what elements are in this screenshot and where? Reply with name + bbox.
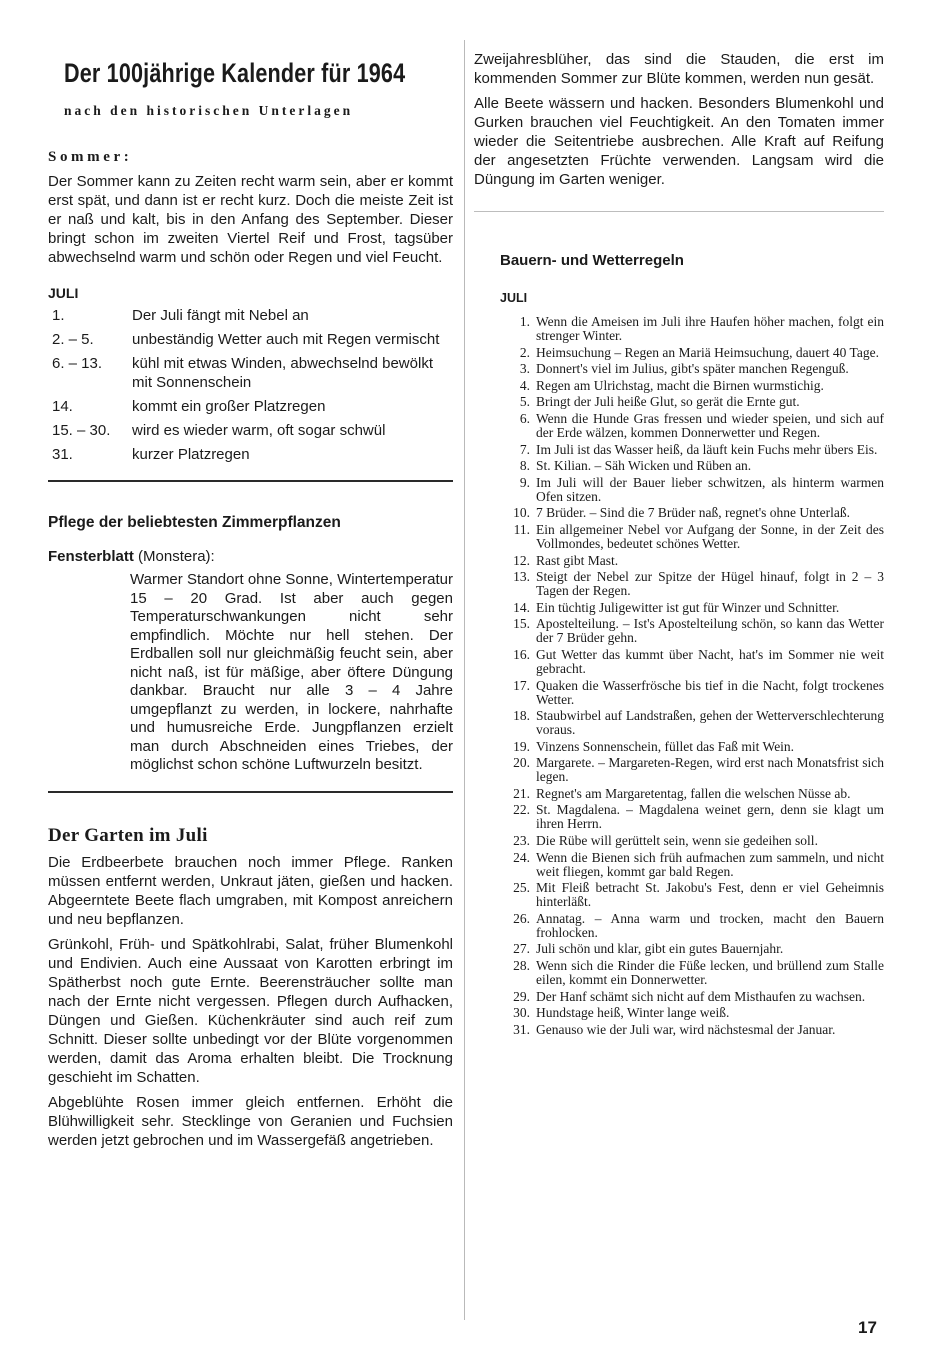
left-column: [48, 50, 453, 1150]
weather-rule: [500, 787, 884, 801]
rule-number: 25.: [513, 880, 530, 896]
garten-paragraph: Die Erdbeerbete brauchen noch immer Pflege. Ranken müssen entfernt werden, Unkraut jäten, gießen und hacken. Abgeerntete Beete flach umgraben, mit Kompost anreichern und neu bepflanzen.: [48, 853, 453, 928]
weather-rule: [500, 617, 884, 645]
weather-rule: [500, 881, 884, 909]
page-title: Der 100jährige Kalender für 1964: [64, 58, 406, 88]
rule-text: Margarete. – Margareten-Regen, wird erst nach Monatsfrist sich legen.: [536, 755, 884, 785]
calendar-date: 1.: [52, 307, 65, 324]
calendar-text: kommt ein großer Platzregen: [132, 398, 326, 415]
weather-rule: [500, 379, 884, 393]
weather-rule: [500, 803, 884, 831]
sommer-heading: Sommer:: [48, 149, 133, 165]
rule-text: Steigt der Nebel zur Spitze der Hügel hinauf, folgt in 2 – 3 Tagen der Regen.: [536, 569, 884, 599]
rule-text: Juli schön und klar, gibt ein gutes Bauernjahr.: [536, 941, 784, 957]
rule-number: 27.: [513, 941, 530, 957]
calendar-date: 6. – 13.: [52, 355, 103, 372]
weather-rule: [500, 756, 884, 784]
weather-rule: [500, 959, 884, 987]
weather-rule: [500, 362, 884, 376]
rule-number: 9.: [519, 474, 530, 490]
rule-text: Mit Fleiß betracht St. Jakobu's Fest, denn er viel Geheimnis hinterläßt.: [536, 880, 884, 910]
rule-number: 24.: [513, 849, 530, 865]
garten-heading: Der Garten im Juli: [48, 824, 208, 846]
calendar-row: [48, 306, 453, 325]
calendar-row: [48, 397, 453, 416]
rule-text: Wenn die Bienen sich früh aufmachen zum sammeln, und nicht weit fliegen, kommt gar bald Regen.: [536, 849, 884, 879]
column-divider: [464, 40, 465, 1320]
rule-text: Ein tüchtig Juligewitter ist gut für Winzer und Schnitter.: [536, 599, 840, 615]
weather-rule: [500, 709, 884, 737]
calendar-text: kühl mit etwas Winden, abwechselnd bewölkt mit Sonnenschein: [132, 355, 433, 391]
rule-text: St. Kilian. – Säh Wicken und Rüben an.: [536, 458, 752, 474]
rule-number: 29.: [513, 988, 530, 1004]
rule-text: St. Magdalena. – Magdalena weinet gern, denn sie klagt um ihren Herrn.: [536, 802, 884, 832]
page-number: 17: [858, 1318, 877, 1337]
rule-number: 15.: [513, 616, 530, 632]
plant-care-text: Warmer Standort ohne Sonne, Wintertemperatur 15 – 20 Grad. Ist aber auch gegen Temperaturschwankungen nicht sehr empfindlich. Möchte nur hell stehen. Der Erdballen soll nur gleichmäßig feucht sein, aber nicht naß, ist für mäßige, aber öftere Düngung dankbar. Braucht nur alle 3 – 4 Jahre umgepflanzt zu werden, in lockere, nahrhafte und humusreiche Erde. Jungpflanzen erzielt man durch Abschneiden eines Triebes, der möglichst schon schöne Luftwurzeln besitzt.: [130, 571, 453, 773]
weather-rule: [500, 834, 884, 848]
rule-number: 31.: [513, 1021, 530, 1037]
rule-text: Regen am Ulrichstag, macht die Birnen wurmstichig.: [536, 377, 824, 393]
weather-rule: [500, 346, 884, 360]
calendar-text: Der Juli fängt mit Nebel an: [132, 307, 309, 324]
plant-name-bold: Fensterblatt: [48, 548, 134, 565]
rule-text: Im Juli ist das Wasser heiß, da läuft kein Fuchs mehr übers Eis.: [536, 441, 878, 457]
weather-rule: [500, 315, 884, 343]
weather-rule: [500, 851, 884, 879]
page-subtitle: nach den historischen Unterlagen: [64, 103, 354, 118]
garten-continued: [474, 50, 884, 189]
rule-number: 5.: [519, 394, 530, 410]
weather-rule: [500, 648, 884, 676]
weather-rule: [500, 554, 884, 568]
weather-rule: [500, 1006, 884, 1020]
rule-number: 10.: [513, 505, 530, 521]
pflege-heading: Pflege der beliebtesten Zimmerpflanzen: [48, 514, 341, 531]
juli-calendar-heading: JULI: [48, 285, 79, 301]
rule-text: Rast gibt Mast.: [536, 552, 619, 568]
rule-number: 26.: [513, 910, 530, 926]
weather-rule: [500, 476, 884, 504]
rule-number: 13.: [513, 569, 530, 585]
right-separator: [474, 211, 884, 212]
rule-number: 22.: [513, 802, 530, 818]
rule-text: Wenn die Hunde Gras fressen und wieder speien, und sich auf der Erde wälzen, kommen Donnerwetter und Regen.: [536, 410, 884, 440]
rule-text: Im Juli will der Bauer lieber schwitzen, als hinterm warmen Ofen sitzen.: [536, 474, 884, 504]
weather-rule: [500, 459, 884, 473]
juli-calendar: [48, 306, 453, 464]
rule-text: Donnert's viel im Julius, gibt's später manchen Regenguß.: [536, 361, 849, 377]
weather-rule: [500, 679, 884, 707]
rule-text: Apostelteilung. – Ist's Apostelteilung schön, so kann das Wetter der 7 Brüder gehn.: [536, 616, 884, 646]
plant-name: [48, 548, 453, 565]
weather-rule: [500, 570, 884, 598]
rule-text: Annatag. – Anna warm und trocken, macht den Bauern frohlocken.: [536, 910, 884, 940]
garten-paragraph: Alle Beete wässern und hacken. Besonders Blumenkohl und Gurken brauchen viel Feuchtigkeit. An den Tomaten immer wieder die Seitentriebe ausbrechen. Alle Kraft auf Reifung der angesetzten Früchte verwenden. Langsam wird die Düngung im Garten weniger.: [474, 95, 884, 188]
calendar-text: kurzer Platzregen: [132, 446, 250, 463]
rule-number: 28.: [513, 958, 530, 974]
weather-rule: [500, 740, 884, 754]
bauern-heading: Bauern- und Wetterregeln: [500, 252, 684, 269]
weather-rule: [500, 990, 884, 1004]
calendar-text: unbeständig Wetter auch mit Regen vermischt: [132, 331, 440, 348]
weather-rule: [500, 523, 884, 551]
rule-text: Genauso wie der Juli war, wird nächstesmal der Januar.: [536, 1021, 836, 1037]
rule-number: 8.: [519, 458, 530, 474]
rule-text: 7 Brüder. – Sind die 7 Brüder naß, regnet's ohne Unterlaß.: [536, 505, 850, 521]
weather-rules-list: [500, 315, 884, 1037]
section-rule: [48, 480, 453, 482]
rule-text: Regnet's am Margaretentag, fallen die welschen Nüsse ab.: [536, 785, 851, 801]
weather-rule: [500, 912, 884, 940]
sommer-text: Der Sommer kann zu Zeiten recht warm sein, aber er kommt erst spät, und dann ist er recht kurz. Doch die meiste Zeit ist er naß und kalt, bis in den Anfang des September. Dieser bringt schon im zweiten Viertel Reif und Frost, tagsüber abwechselnd warm und schön oder Regen und viel Feucht.: [48, 173, 453, 266]
garten-paragraph: Zweijahresblüher, das sind die Stauden, die erst im kommenden Sommer zur Blüte kommen, werden nun gesät.: [474, 51, 884, 87]
rule-number: 11.: [513, 521, 530, 537]
rule-number: 18.: [513, 708, 530, 724]
calendar-row: [48, 330, 453, 349]
rule-number: 30.: [513, 1005, 530, 1021]
garten-paragraph: Grünkohl, Früh- und Spätkohlrabi, Salat, früher Blumenkohl und Endivien. Auch eine Aussaat von Karotten erbringt im Spätherbst noch gute Ernte. Beerensträucher sollte man nach der Ernte nicht vergessen. Pflegen durch Aufhacken, Düngen und Gießen. Küchenkräuter sind auch reif zum Schnitt. Dieser sollte unbedingt vor der Blüte vorgenommen werden, damit das Aroma erhalten bleibt. Die Trocknung geschieht im Schatten.: [48, 935, 453, 1086]
weather-rule: [500, 395, 884, 409]
rule-number: 14.: [513, 599, 530, 615]
weather-rule: [500, 601, 884, 615]
rule-number: 19.: [513, 738, 530, 754]
calendar-date: 2. – 5.: [52, 331, 94, 348]
rule-text: Bringt der Juli heiße Glut, so gerät die Ernte gut.: [536, 394, 800, 410]
plant-latin: (Monstera):: [133, 548, 215, 565]
juli-rules-heading: JULI: [500, 291, 528, 305]
rule-text: Quaken die Wasserfrösche bis tief in die Nacht, folgt trockenes Wetter.: [536, 677, 884, 707]
rule-number: 1.: [519, 314, 530, 329]
weather-rule: [500, 1023, 884, 1037]
rule-number: 16.: [513, 646, 530, 662]
rule-number: 21.: [513, 785, 530, 801]
rule-text: Die Rübe will gerüttelt sein, wenn sie gedeihen soll.: [536, 833, 818, 849]
rule-text: Wenn sich die Rinder die Füße lecken, und brüllend zum Stalle eilen, kommt ein Donnerwetter.: [536, 958, 884, 988]
calendar-row: [48, 421, 453, 440]
rule-number: 4.: [519, 377, 530, 393]
rule-text: Vinzens Sonnenschein, füllet das Faß mit Wein.: [536, 738, 795, 754]
calendar-row: [48, 445, 453, 464]
calendar-date: 31.: [52, 446, 73, 463]
garten-text: [48, 853, 453, 1150]
calendar-date: 14.: [52, 398, 73, 415]
rule-number: 20.: [513, 755, 530, 771]
rule-text: Wenn die Ameisen im Juli ihre Haufen höher machen, folgt ein strenger Winter.: [536, 314, 884, 343]
calendar-row: [48, 354, 453, 392]
rule-text: Ein allgemeiner Nebel vor Aufgang der Sonne, in der Zeit des Vollmondes, bedeutet schönes Wetter.: [536, 521, 884, 551]
right-column: [474, 50, 884, 1037]
rule-number: 23.: [513, 833, 530, 849]
rule-text: Gut Wetter das kummt über Nacht, hat's im Sommer nie weit gebracht.: [536, 646, 884, 676]
rule-number: 12.: [513, 552, 530, 568]
rule-text: Hundstage heiß, Winter lange weiß.: [536, 1005, 730, 1021]
weather-rule: [500, 443, 884, 457]
rule-number: 17.: [513, 677, 530, 693]
calendar-date: 15. – 30.: [52, 422, 111, 439]
calendar-text: wird es wieder warm, oft sogar schwül: [132, 422, 386, 439]
weather-rule: [500, 942, 884, 956]
rule-number: 6.: [519, 410, 530, 426]
section-rule: [48, 791, 453, 793]
rule-text: Heimsuchung – Regen an Mariä Heimsuchung, dauert 40 Tage.: [536, 344, 879, 360]
rule-number: 7.: [519, 441, 530, 457]
weather-rule: [500, 506, 884, 520]
garten-paragraph: Abgeblühte Rosen immer gleich entfernen. Erhöht die Blühwilligkeit sehr. Stecklinge von Geranien und Fuchsien werden jetzt gebrochen und im Wassergefäß angetrieben.: [48, 1093, 453, 1149]
rule-text: Staubwirbel auf Landstraßen, gehen der Wetterverschlechterung voraus.: [536, 708, 884, 738]
weather-rule: [500, 412, 884, 440]
rule-number: 2.: [519, 344, 530, 360]
rule-text: Der Hanf schämt sich nicht auf dem Misthaufen zu wachsen.: [536, 988, 866, 1004]
rule-number: 3.: [519, 361, 530, 377]
